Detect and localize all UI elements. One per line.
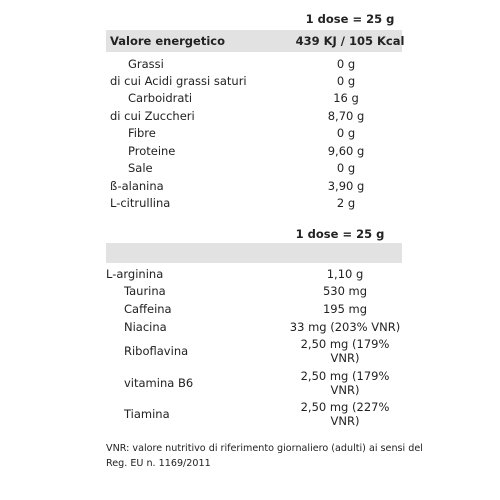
row-label-grassi: Grassi (128, 57, 164, 71)
row-label-carboidrati: Carboidrati (128, 91, 193, 105)
row-value-proteine: 9,60 g (327, 144, 365, 158)
dose-header: 1 dose = 25 g (305, 12, 395, 26)
row-value-tiamina (285, 400, 405, 428)
row-label-zuccheri: di cui Zuccheri (110, 109, 195, 123)
row-value-riboflavina-line1: 2,50 mg (179% (300, 337, 390, 351)
row-value-grassi: 0 g (336, 57, 356, 71)
row-value-vitamina-b6-line1: 2,50 mg (179% (300, 369, 390, 383)
row-value-l-arginina: 1,10 g (326, 267, 364, 281)
header-band (106, 243, 402, 263)
row-value-fibre: 0 g (336, 126, 356, 140)
row-label-vitamina-b6: vitamina B6 (124, 376, 194, 390)
dose-header-2: 1 dose = 25 g (295, 227, 385, 241)
footnote-line2: Reg. EU n. 1169/2011 (106, 458, 211, 469)
row-label-sale: Sale (128, 161, 153, 175)
row-value-sale: 0 g (336, 161, 356, 175)
row-value-beta-alanina: 3,90 g (327, 179, 365, 193)
row-label-caffeina: Caffeina (124, 302, 172, 316)
row-value-vitamina-b6 (285, 369, 405, 397)
row-value-niacina: 33 mg (203% VNR) (289, 320, 401, 334)
row-label-l-arginina: L-arginina (106, 267, 164, 281)
energy-label: Valore energetico (110, 34, 225, 48)
row-value-l-citrullina: 2 g (336, 196, 356, 210)
row-value-riboflavina (285, 337, 405, 365)
row-value-tiamina-line1: 2,50 mg (227% (300, 400, 390, 414)
row-label-l-citrullina: L-citrullina (110, 196, 171, 210)
row-value-caffeina: 195 mg (322, 302, 368, 316)
row-label-riboflavina: Riboflavina (124, 344, 189, 358)
row-value-vitamina-b6-line2: VNR) (330, 383, 360, 397)
row-value-tiamina-line2: VNR) (330, 414, 360, 428)
row-value-acidi-grassi-saturi: 0 g (336, 74, 356, 88)
row-value-riboflavina-line2: VNR) (330, 351, 360, 365)
energy-value: 439 KJ / 105 Kcal (295, 34, 405, 48)
row-value-taurina: 530 mg (322, 284, 368, 298)
row-label-tiamina: Tiamina (124, 407, 170, 421)
row-label-fibre: Fibre (128, 126, 156, 140)
row-label-taurina: Taurina (124, 284, 166, 298)
row-label-beta-alanina: ß-alanina (110, 179, 164, 193)
row-label-niacina: Niacina (124, 320, 167, 334)
footnote-line1: VNR: valore nutritivo di riferimento giornaliero (adulti) ai sensi del (106, 443, 423, 454)
row-label-proteine: Proteine (128, 144, 176, 158)
row-value-zuccheri: 8,70 g (327, 109, 365, 123)
row-label-acidi-grassi-saturi: di cui Acidi grassi saturi (110, 74, 247, 88)
row-value-carboidrati: 16 g (333, 91, 359, 105)
